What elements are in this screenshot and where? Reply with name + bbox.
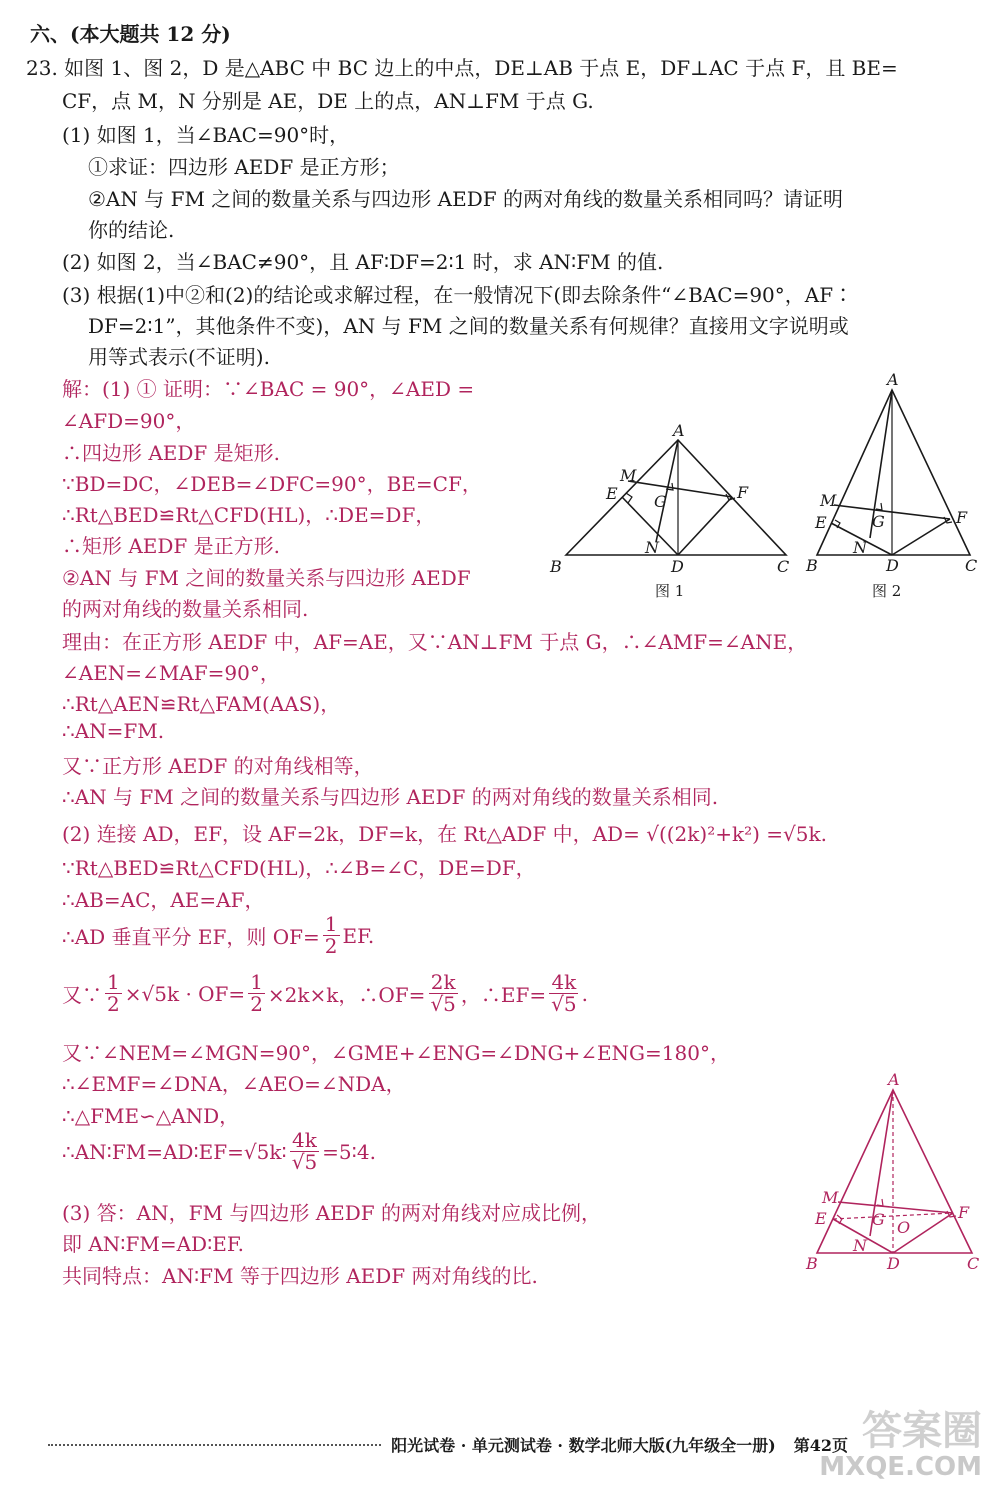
fraction-one-half	[323, 914, 340, 957]
solution-line-1: 解：(1) ① 证明：∵∠BAC = 90°，∠AED =	[62, 377, 475, 401]
fig3-label-n: N	[853, 1236, 867, 1255]
figure-2	[800, 372, 995, 604]
question-part-1b-line-1: ②AN 与 FM 之间的数量关系与四边形 AEDF 的两对角线的数量关系相同吗？请证明	[88, 187, 843, 211]
solution-line-6: ∴矩形 AEDF 是正方形.	[62, 534, 281, 558]
fig3-right-angle-g	[877, 1199, 883, 1206]
solution-line-18-text-end: EF.	[342, 923, 375, 948]
footer-page-number: 第42页	[793, 1436, 848, 1455]
fraction-denominator: √5	[291, 1150, 318, 1174]
fig1-label-b: B	[550, 557, 562, 576]
fig3-label-d: D	[887, 1254, 900, 1273]
fig3-triangle-abc	[817, 1090, 972, 1253]
watermark-line-2: MXQE.COM	[819, 1452, 982, 1483]
fraction-numerator: 4k	[551, 970, 577, 994]
solution-line-4: ∵BD=DC，∠DEB=∠DFC=90°，BE=CF，	[62, 472, 482, 496]
fraction-numerator: 1	[324, 912, 338, 936]
fraction-numerator: 2k	[430, 970, 456, 994]
solution-line-19-text-b: ×√5k · OF=	[124, 981, 246, 1006]
solution-line-22: ∴△FME∽△AND，	[62, 1104, 240, 1128]
fig3-label-c: C	[967, 1254, 980, 1273]
fig3-right-angle-e	[837, 1215, 842, 1224]
fig1-label-n: N	[645, 538, 659, 557]
solution-line-12: ∴AN=FM.	[62, 719, 165, 743]
solution-line-8: 的两对角线的数量关系相同.	[62, 597, 309, 621]
fig1-caption: 图 1	[655, 582, 685, 600]
fig2-label-c: C	[965, 556, 978, 575]
fig2-right-angle-g	[876, 503, 882, 510]
fig3-label-b: B	[806, 1254, 818, 1273]
fig2-caption: 图 2	[872, 582, 902, 600]
fig1-label-g: G	[654, 492, 667, 511]
question-part-1a: ①求证：四边形 AEDF 是正方形；	[88, 155, 400, 179]
solution-line-19	[62, 972, 588, 1015]
fig2-label-d: D	[886, 556, 899, 575]
fig2-label-g: G	[872, 512, 885, 531]
fig1-label-e: E	[606, 484, 618, 503]
fig1-label-c: C	[777, 557, 790, 576]
fig3-label-f: F	[958, 1203, 970, 1222]
fig2-label-a: A	[887, 372, 899, 389]
watermark-line-1: 答案圈	[862, 1408, 982, 1455]
fig1-line-an	[656, 440, 678, 542]
fraction-one-half	[248, 972, 265, 1015]
fraction-4k-over-sqrt5	[549, 972, 578, 1015]
solution-line-7: ②AN 与 FM 之间的数量关系与四边形 AEDF	[62, 566, 471, 590]
fig2-label-f: F	[956, 508, 968, 527]
fig1-label-d: D	[671, 557, 684, 576]
fraction-denominator: 2	[107, 992, 120, 1016]
fig2-label-n: N	[853, 538, 867, 557]
question-part-1b-line-2: 你的结论.	[88, 218, 175, 242]
section-header: 六、(本大题共 12 分)	[30, 22, 231, 46]
solution-line-18-text: ∴AD 垂直平分 EF，则 OF=	[62, 925, 320, 949]
figure-1	[548, 418, 798, 603]
fig3-label-o: O	[897, 1218, 911, 1237]
fraction-denominator: 2	[324, 934, 338, 958]
solution-line-18	[62, 914, 374, 957]
fraction-denominator: √5	[430, 992, 456, 1016]
question-part-2: (2) 如图 2，当∠BAC≠90°，且 AF∶DF=2∶1 时，求 AN∶FM 的值.	[62, 250, 664, 274]
solution-line-10: ∠AEN=∠MAF=90°，	[62, 661, 280, 685]
solution-line-25: 即 AN∶FM=AD∶EF.	[62, 1232, 245, 1256]
question-part-3-line-3: 用等式表示(不证明).	[88, 345, 270, 369]
solution-line-24: (3) 答：AN，FM 与四边形 AEDF 的两对角线对应成比例，	[62, 1201, 602, 1225]
fig3-label-e: E	[815, 1209, 827, 1228]
fig1-line-mf	[628, 481, 732, 497]
fig1-label-f: F	[737, 483, 749, 502]
fraction-4k-over-sqrt5	[290, 1130, 319, 1173]
solution-line-14: ∴AN 与 FM 之间的数量关系与四边形 AEDF 的两对角线的数量关系相同.	[62, 785, 719, 809]
solution-line-16: ∵Rt△BED≌Rt△CFD(HL)，∴∠B=∠C，DE=DF，	[62, 856, 536, 880]
solution-line-19-text-a: 又∵	[62, 983, 102, 1007]
fig1-label-a: A	[673, 421, 685, 440]
solution-line-11: ∴Rt△AEN≌Rt△FAM(AAS)，	[62, 692, 341, 716]
fig2-triangle-abc	[817, 390, 970, 555]
fraction-2k-over-sqrt5	[428, 972, 457, 1015]
fig1-line-df	[678, 497, 732, 555]
fig1-triangle-abc	[566, 440, 786, 555]
fig3-label-g: G	[872, 1210, 885, 1229]
fig3-label-a: A	[888, 1070, 900, 1089]
solution-line-5: ∴Rt△BED≌Rt△CFD(HL)，∴DE=DF，	[62, 503, 436, 527]
solution-line-3: ∴四边形 AEDF 是矩形.	[62, 441, 281, 465]
question-part-3-line-1: (3) 根据(1)中②和(2)的结论或求解过程，在一般情况下(即去除条件“∠BAC=90°，AF∶	[62, 283, 854, 307]
solution-line-23	[62, 1130, 376, 1173]
page-footer	[48, 1433, 848, 1456]
question-part-1: (1) 如图 1，当∠BAC=90°时，	[62, 123, 350, 147]
solution-line-19-text-d: ，∴EF=	[460, 983, 547, 1007]
footer-dotted-rule	[48, 1444, 381, 1446]
solution-line-17: ∴AB=AC，AE=AF，	[62, 888, 265, 912]
footer-book-title: 阳光试卷 · 单元测试卷 · 数学北师大版(九年级全一册)	[391, 1436, 776, 1455]
fig2-line-df	[892, 519, 950, 555]
solution-line-15: (2) 连接 AD，EF，设 AF=2k，DF=k，在 Rt△ADF 中，AD= √((2k)²+k²) =√5k.	[62, 822, 827, 846]
fraction-denominator: 2	[250, 992, 263, 1016]
watermark-logo	[819, 1409, 982, 1482]
fraction-denominator: √5	[551, 992, 577, 1016]
fig2-label-e: E	[815, 513, 827, 532]
fig1-label-m: M	[620, 466, 637, 485]
question-part-3-line-2: DF=2∶1”，其他条件不变)，AN 与 FM 之间的数量关系有何规律？直接用文字说明或	[88, 314, 849, 338]
solution-line-19-text-c: ×2k×k，∴OF=	[267, 983, 426, 1007]
solution-line-9: 理由：在正方形 AEDF 中，AF=AE，又∵AN⊥FM 于点 G，∴∠AMF=∠ANE，	[62, 630, 808, 654]
fig2-label-m: M	[820, 491, 837, 510]
solution-line-23-text-a: ∴AN∶FM=AD∶EF=√5k∶	[62, 1139, 287, 1164]
fig2-label-b: B	[806, 556, 818, 575]
solution-line-23-text-b: =5∶4.	[322, 1139, 376, 1164]
solution-line-20: 又∵∠NEM=∠MGN=90°，∠GME+∠ENG=∠DNG+∠ENG=180°，	[62, 1041, 730, 1065]
figure-3	[800, 1066, 995, 1280]
fig3-line-mf	[838, 1202, 953, 1213]
fraction-numerator: 1	[250, 970, 263, 994]
solution-line-2: ∠AFD=90°，	[62, 409, 196, 433]
fraction-numerator: 4k	[292, 1128, 317, 1152]
question-stem-line-1: 23. 如图 1、图 2，D 是△ABC 中 BC 边上的中点，DE⊥AB 于点 E，DF⊥AC 于点 F，且 BE=	[26, 56, 898, 80]
solution-line-13: 又∵正方形 AEDF 的对角线相等，	[62, 754, 374, 778]
fraction-one-half	[105, 972, 122, 1015]
solution-line-26: 共同特点：AN∶FM 等于四边形 AEDF 两对角线的比.	[62, 1264, 538, 1288]
solution-line-21: ∴∠EMF=∠DNA，∠AEO=∠NDA，	[62, 1072, 406, 1096]
question-stem-line-2: CF，点 M，N 分别是 AE，DE 上的点，AN⊥FM 于点 G.	[62, 89, 594, 113]
fraction-numerator: 1	[107, 970, 120, 994]
solution-line-19-text-e: .	[581, 981, 588, 1006]
fig3-label-m: M	[822, 1188, 839, 1207]
